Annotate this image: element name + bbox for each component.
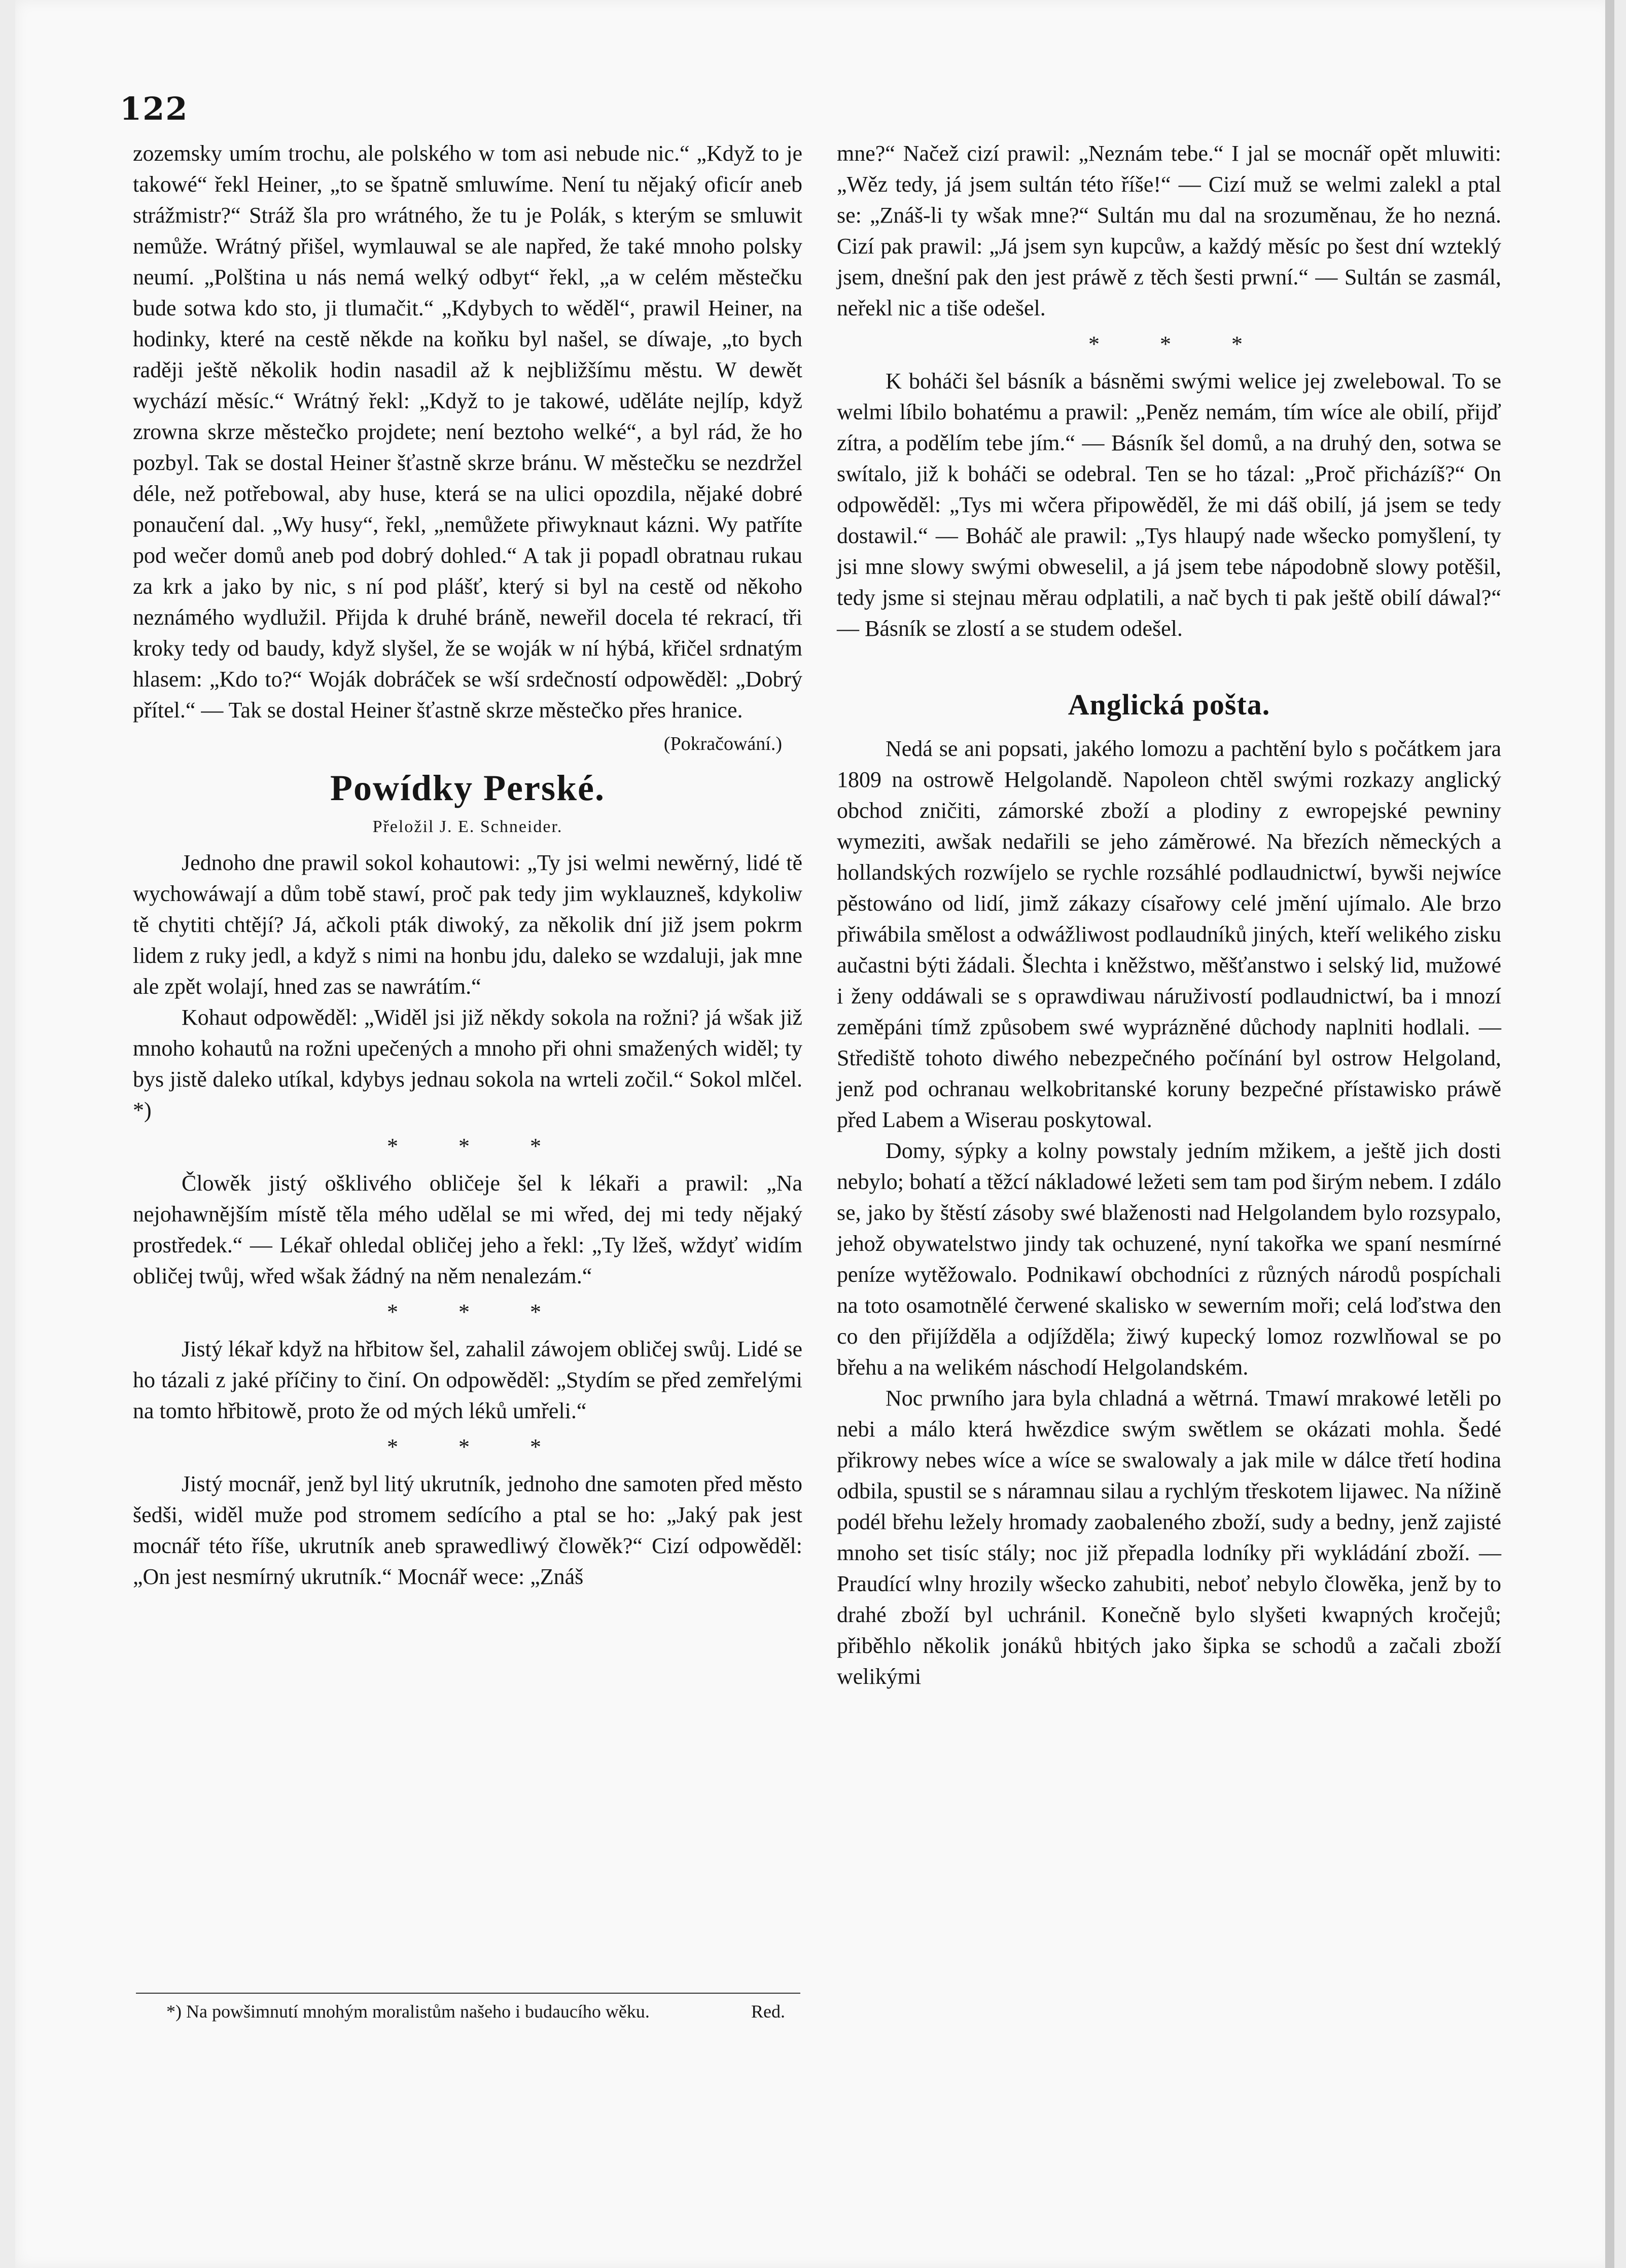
- tale-poet-rich-man: K boháči šel básník a básněmi swými welice jej zwelebowal. To se welmi líbilo bohatému a prawil: „Peněz nemám, tím wíce ale obilí, přijď zítra, a podělím tebe jím.“ — Básník šel domů, a na druhý den, sotwa se swítalo, již k boháči se odebral. Ten se ho tázal: „Proč přicházíš?“ On odpowěděl: „Tys mi wčera připowěděl, že mi dáš obilí, já jsem se tedy dostawil.“ — Boháč ale prawil: „Tys hlaupý nade wšecko pomyšlení, ty jsi mne slowy swými obweselil, a já jsem tebe nápodobně slowy potěšil, tedy jsme si stejnau měrau odplatili, a nač bych ti pak ještě obilí dáwal?“ — Básník se zlostí a se studem odešel.: [837, 369, 1501, 641]
- separator-stars: * * *: [1088, 332, 1270, 356]
- tale-tyrant-continued: mne?“ Načež cizí prawil: „Neznám tebe.“ I jal se mocnář opět mluwiti: „Wěz tedy, já jsem sultán této říše!“ — Cizí muž se welmi zalekl a ptal se: „Znáš-li ty wšak mne?“ Sultán mu dal na srozuměnau, že ho nezná. Cizí pak prawil: „Já jsem syn kupcůw, a každý měsíc po šest dní wzteklý jsem, dnešní pak den jest práwě z těch šesti prwní.“ — Sultán se zasmál, neřekl nic a tiše odešel.: [837, 141, 1501, 320]
- tale-tyrant: Jistý mocnář, jenž byl litý ukrutník, jednoho dne samoten před město šedši, widěl muže pod stromem sedícího a ptal se ho: „Jaký pak jest mocnář této říše, ukrutník aneb sprawedliwý člowěk?“ Cizí odpowěděl: „On jest nesmírný ukrutník.“ Mocnář wece: „Znáš: [133, 1471, 802, 1589]
- footnote: [136, 1999, 800, 2024]
- separator-stars: * * *: [387, 1134, 569, 1159]
- separator-stars: * * *: [387, 1300, 569, 1324]
- tale-falcon-rooster: Jednoho dne prawil sokol kohautowi: „Ty jsi welmi newěrný, lidé tě wychowáwají a dům tobě stawí, proč pak tedy jim wyklauzneš, kdykoliw tě chytiti chtějí? Já, ačkoli pták diwoký, za několik dní již jsem pokrm lidem z ruky jedl, a když s nimi na honbu jdu, daleko se wzdaluji, jak mne ale zpět wolají, hned zas se nawrátím.“: [133, 850, 802, 999]
- tale-rooster-reply: Kohaut odpowěděl: „Widěl jsi již někdy sokola na rožni? já wšak již mnoho kohautů na rožni upečených a mnoho při ohni smažených widěl; ty bys jistě daleko utíkal, kdybys jednau sokola na wrteli zočil.“ Sokol mlčel. *): [133, 1005, 802, 1123]
- newspaper-page: [15, 0, 1613, 2268]
- section-title-persian-tales: Powídky Perské.: [330, 768, 605, 808]
- continued-note: (Pokračowání.): [663, 733, 782, 754]
- article-paragraph: Domy, sýpky a kolny powstaly jedním mžikem, a ještě jich dosti nebylo; bohatí a těžcí nákladowé ležeti sem tam pod širým nebem. I zdálo se, jako by štěstí zásoby swé blaženosti nad Helgolandem bylo rozsypalo, jehož obywatelstwo jindy tak ochuzené, nyní takořka we spaní nesmírné peníze wytěžowalo. Podnikawí obchodníci z různých národů pospíchali na toto osamotnělé čerwené skalisko w sewerním moři; celá loďstwa den co den přijížděla a odjížděla; žiwý kupecký lomoz rozwlňowal se po břehu a na welikém náschodí Helgolandském.: [837, 1138, 1501, 1380]
- separator-stars: * * *: [387, 1434, 569, 1459]
- page-number: 122: [120, 90, 189, 127]
- footnote-rule: [136, 1993, 800, 1994]
- left-column: [133, 138, 802, 1592]
- page-edge: [1605, 0, 1614, 2268]
- translator-byline: Přeložil J. E. Schneider.: [372, 817, 563, 836]
- footnote-text: *) Na powšimnutí mnohým moralistům našeho i budaucího wěku.: [166, 2001, 650, 2022]
- story-continuation: zozemsky umím trochu, ale polského w tom asi nebude nic.“ „Když to je takowé“ řekl Heiner, „to se špatně smluwíme. Není tu nějaký oficír aneb strážmistr?“ Stráž šla pro wrátného, že tu je Polák, s kterým se smluwit nemůže. Wrátný přišel, wymlauwal se ale napřed, že také mnoho polsky neumí. „Polština u nás nemá welký odbyt“ řekl, „a w celém městečku bude sotwa kdo sto, ji tlumačit.“ „Kdybych to wěděl“, prawil Heiner, na hodinky, které na cestě někde na koňku byl našel, se díwaje, „to bych raději ještě několik hodin nasadil až k nejbližšímu městu. W dewět wychází měsíc.“ Wrátný řekl: „Když to je takowé, uděláte nejlíp, když zrowna skrze městečko projdete; není beztoho welké“, a byl rád, že ho pozbyl. Tak se dostal Heiner šťastně skrze bránu. W městečku se nezdržel déle, než potřebowal, aby huse, která se na ulici opozdila, nějaké dobré ponaučení dal. „Wy husy“, řekl, „nemůžete přiwyknaut kázni. Wy patříte pod wečer domů aneb pod dobrý dohled.“ A tak ji popadl obratnau rukau za krk a jako by nic, s ní pod plášť, který si byl na cestě od někoho neznámého wydlužil. Přijda k druhé bráně, neweřil docela té rekrací, tři kroky tedy od baudy, když slyšel, že se woják w ní hýbá, křičel srdnatým hlasem: „Kdo to?“ Woják dobráček se wší srdečností odpowěděl: „Dobrý přítel.“ — Tak se dostal Heiner šťastně skrze městečko přes hranice.: [133, 141, 802, 723]
- article-paragraph: Nedá se ani popsati, jakého lomozu a pachtění bylo s počátkem jara 1809 na ostrowě Helgolandě. Napoleon chtěl swými rozkazy anglický obchod zničiti, zámorské zboží a plodiny z ewropejské pewniny wymeziti, awšak nedařili se jeho záměrowé. Na březích německých a hollandských rozwíjelo se rychle rozsáhlé podlaudnictwí, bywši nejwíce pěstowáno od lidí, jimž zákazy císařowy celé jmění ujímalo. Ale brzo přiwábila smělost a odwážliwost podlaudníků jiných, kteří welikého zisku aučastni býti žádali. Šlechta i kněžstwo, měšťanstwo i selský lid, mužowé i ženy oddáwali se s oprawdiwau náruživostí podlaudnictwí, ba i mnozí zeměpáni tímž způsobem swé wyprázněné důchody naplniti hodlali. — Střediště tohoto diwého nebezpečného počínání byl ostrow Helgoland, jenž pod ochranau welkobritanské koruny bezpečné přístawisko práwě před Labem a Wiserau poskytowal.: [837, 736, 1501, 1132]
- section-title-english-post: Anglická pošta.: [1068, 688, 1270, 721]
- tale-doctor: Jistý lékař když na hřbitow šel, zahalil záwojem obličej swůj. Lidé se ho tázali z jaké příčiny to činí. On odpowěděl: „Stydím se před zemřelými na tomto hřbitowě, proto že od mých léků umřeli.“: [133, 1337, 802, 1423]
- editor-signature: Red.: [751, 2001, 785, 2022]
- tale-ugly-man: Člowěk jistý ošklivého obličeje šel k lékaři a prawil: „Na nejohawnějším místě těla mého udělal se mi wřed, dej mi tedy nějaký prostředek.“ — Lékař ohledal obličej jeho a řekl: „Ty lžeš, wždyť widím obličej twůj, wřed wšak žádný na něm nenalezám.“: [133, 1171, 802, 1288]
- right-column: [837, 138, 1501, 1692]
- article-paragraph: Noc prwního jara byla chladná a wětrná. Tmawí mrakowé letěli po nebi a málo která hwězdice swým swětlem se okázati mohla. Šedé přikrowy nebes wíce a wíce se swalowaly a jak mile w dálce třetí hodina odbila, spustil se s náramnau silau a rychlým třeskotem lijawec. Na nížině podél břehu ležely hromady zaobaleného zboží, sudy a bedny, jenž zajisté mnoho set tisíc stály; noc již přepadla lodníky při wykládání zboží. — Praudící wlny hrozily wšecko zahubiti, neboť nebylo člowěka, jenž by to drahé zboží byl uchránil. Konečně bylo slyšeti kwapných kročejů; přiběhlo několik jonáků hbitých jako šipka se schodů a začali zboží welikými: [837, 1386, 1501, 1689]
